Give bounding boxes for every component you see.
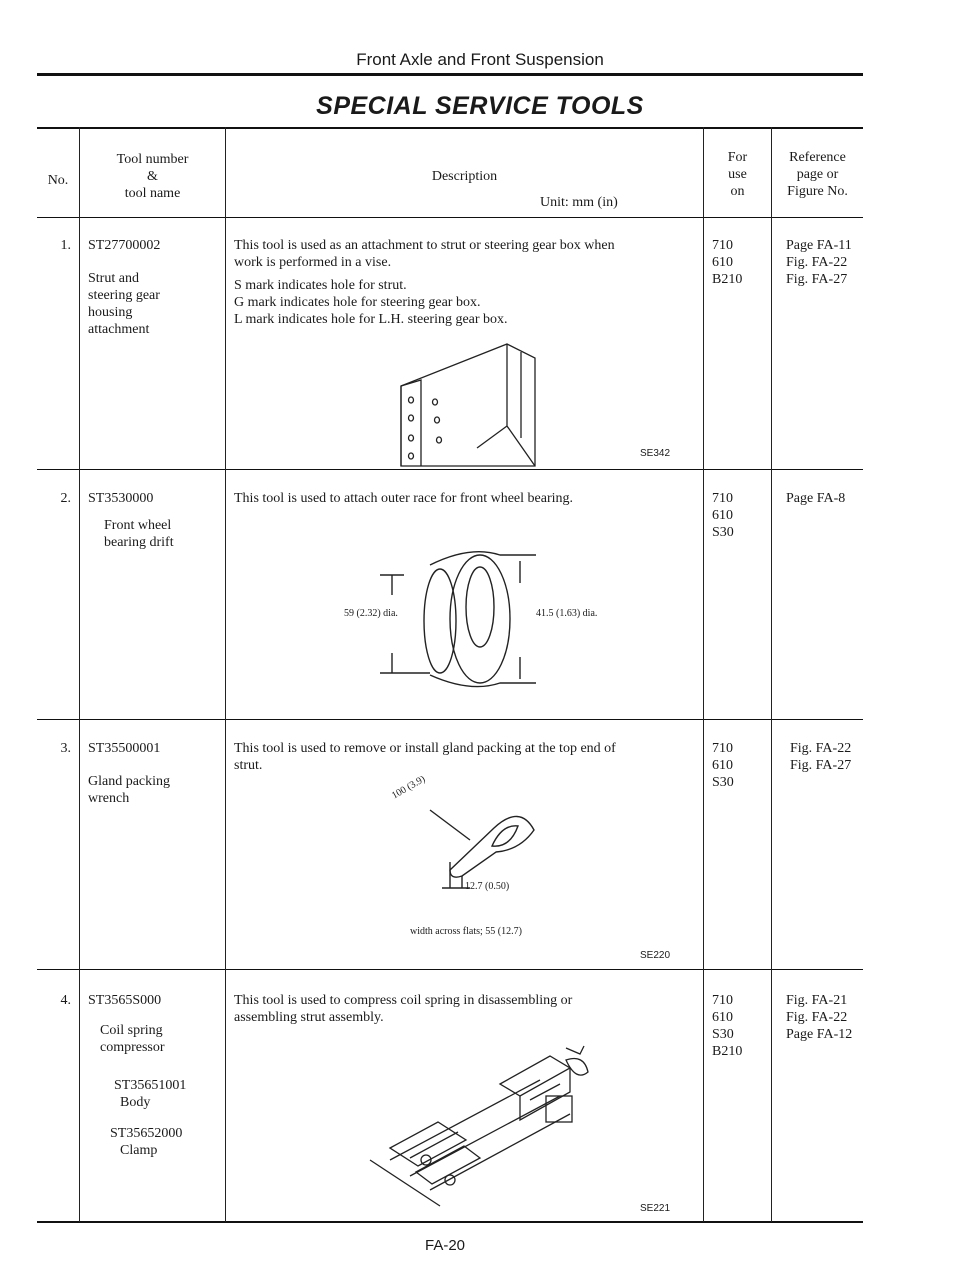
row1-tool-name-line: housing [88, 305, 133, 320]
row2-description [234, 490, 700, 507]
col-header-use [704, 149, 771, 200]
row1-use-item: 610 [712, 255, 733, 270]
col-header-tool-line1: Tool number [116, 152, 189, 167]
col-header-use-line1: For [727, 150, 748, 165]
row3-tool-name-line: Gland packing [88, 774, 171, 789]
row1-tool-number: ST27700002 [88, 238, 161, 253]
section-title: Front Axle and Front Suspension [356, 50, 604, 69]
row3-figure-code: SE220 [640, 950, 671, 961]
attachment-drawing [385, 338, 565, 468]
row4-sub2-name: Clamp [120, 1143, 158, 1158]
col-header-reference [772, 149, 863, 200]
row4-ref-item: Fig. FA-21 [786, 993, 848, 1008]
row2-tool-number: ST3530000 [88, 491, 154, 506]
col-header-use-line3: on [730, 184, 745, 199]
col-header-tool-line3: tool name [124, 186, 181, 201]
row1-tool-name [88, 270, 160, 338]
row1-use-item: B210 [712, 272, 743, 287]
row1-figure-code: SE342 [640, 448, 671, 459]
row2-tool-name-line: Front wheel [104, 518, 172, 533]
coil-compressor-drawing [370, 1040, 610, 1210]
row2-ref-item: Page FA-8 [786, 491, 846, 506]
row1-reference [786, 237, 852, 288]
row4-desc-line: This tool is used to compress coil spring in disassembling or [234, 993, 573, 1008]
row3-reference [790, 740, 851, 774]
col-header-unit: Unit: mm (in) [540, 195, 618, 210]
row4-tool-name-line: Coil spring [100, 1023, 163, 1038]
row4-use-item: S30 [712, 1027, 734, 1042]
row4-desc-line: assembling strut assembly. [234, 1010, 384, 1025]
col-header-no: No. [47, 173, 69, 188]
header-rule [37, 73, 863, 76]
row3-dim-thickness: 12.7 (0.50) [465, 881, 510, 892]
row3-use-on [712, 740, 734, 791]
row4-ref-item: Page FA-12 [786, 1027, 853, 1042]
row4-tool-name [100, 1022, 165, 1056]
row1-description [234, 237, 700, 328]
row3-dim-flats: width across flats; 55 (12.7) [410, 926, 522, 937]
row1-no: 1. [60, 238, 71, 253]
row3-tool-number: ST35500001 [88, 741, 161, 756]
row4-use-item: 710 [712, 993, 733, 1008]
row2-dim-right: 41.5 (1.63) dia. [536, 608, 598, 619]
row2-use-on [712, 490, 734, 541]
row4-use-item: 610 [712, 1010, 733, 1025]
row3-desc-line: This tool is used to remove or install gland packing at the top end of [234, 741, 616, 756]
row3-tool-name [88, 773, 170, 807]
col-header-tool-line2: & [147, 169, 158, 184]
row3-use-item: S30 [712, 775, 734, 790]
row4-reference [786, 992, 852, 1043]
row3-ref-item: Fig. FA-22 [790, 741, 852, 756]
row4-sub2-number: ST35652000 [110, 1126, 183, 1141]
col-header-ref-line1: Reference [789, 150, 846, 165]
col-header-use-line2: use [728, 167, 747, 182]
row3-description [234, 740, 700, 774]
row4-sub1-name: Body [120, 1095, 151, 1110]
row4-tool-name-line: compressor [100, 1040, 165, 1055]
row1-ref-item: Page FA-11 [786, 238, 852, 253]
row2-tool-name [104, 517, 174, 551]
table-top-rule [37, 127, 863, 129]
row4-use-item: B210 [712, 1044, 743, 1059]
col-divider-2 [225, 127, 226, 1222]
row4-ref-item: Fig. FA-22 [786, 1010, 848, 1025]
row1-tool-name-line: steering gear [88, 288, 160, 303]
row4-use-on [712, 992, 742, 1060]
row1-desc-line: G mark indicates hole for steering gear box. [234, 295, 481, 310]
page-title: SPECIAL SERVICE TOOLS [316, 92, 644, 120]
row2-no: 2. [60, 491, 71, 506]
row1-tool-name-line: Strut and [88, 271, 139, 286]
row3-no: 3. [60, 741, 71, 756]
row3-use-item: 610 [712, 758, 733, 773]
row4-figure-code: SE221 [640, 1203, 671, 1214]
row2-desc-line: This tool is used to attach outer race for front wheel bearing. [234, 491, 573, 506]
row2-use-item: S30 [712, 525, 734, 540]
row1-desc-line: S mark indicates hole for strut. [234, 278, 407, 293]
row2-use-item: 610 [712, 508, 733, 523]
col-header-ref-line2: page or [796, 167, 839, 182]
row4-subpart-body [114, 1077, 186, 1111]
row2-tool-name-line: bearing drift [104, 535, 174, 550]
row1-desc-line: work is performed in a vise. [234, 255, 392, 270]
table-header-rule [37, 217, 863, 218]
col-header-description: Description [431, 169, 498, 184]
row3-dim-angle: 100 (3.9) [390, 773, 428, 802]
row-rule-2 [37, 719, 863, 720]
row4-no: 4. [60, 993, 71, 1008]
col-divider-3 [703, 127, 704, 1222]
row1-desc-line: This tool is used as an attachment to strut or steering gear box when [234, 238, 615, 253]
row1-desc-line: L mark indicates hole for L.H. steering gear box. [234, 312, 508, 327]
row4-sub1-number: ST35651001 [114, 1078, 187, 1093]
row3-use-item: 710 [712, 741, 733, 756]
row2-use-item: 710 [712, 491, 733, 506]
row-rule-1 [37, 469, 863, 470]
table-bottom-rule [37, 1221, 863, 1223]
row1-tool-name-line: attachment [88, 322, 150, 337]
row4-description [234, 992, 700, 1026]
row1-use-item: 710 [712, 238, 733, 253]
row1-ref-item: Fig. FA-22 [786, 255, 848, 270]
row4-tool-number: ST3565S000 [88, 993, 162, 1008]
row-rule-3 [37, 969, 863, 970]
row3-desc-line: strut. [234, 758, 263, 773]
page-number: FA-20 [424, 1237, 466, 1254]
col-divider-1 [79, 127, 80, 1222]
col-divider-4 [771, 127, 772, 1222]
row1-ref-item: Fig. FA-27 [786, 272, 848, 287]
col-header-ref-line3: Figure No. [787, 184, 848, 199]
row3-tool-name-line: wrench [88, 791, 130, 806]
row3-ref-item: Fig. FA-27 [790, 758, 852, 773]
row2-reference [786, 490, 845, 507]
row2-dim-left: 59 (2.32) dia. [344, 608, 398, 619]
row1-use-on [712, 237, 742, 288]
col-header-tool [80, 151, 225, 202]
row4-subpart-clamp [110, 1125, 182, 1159]
